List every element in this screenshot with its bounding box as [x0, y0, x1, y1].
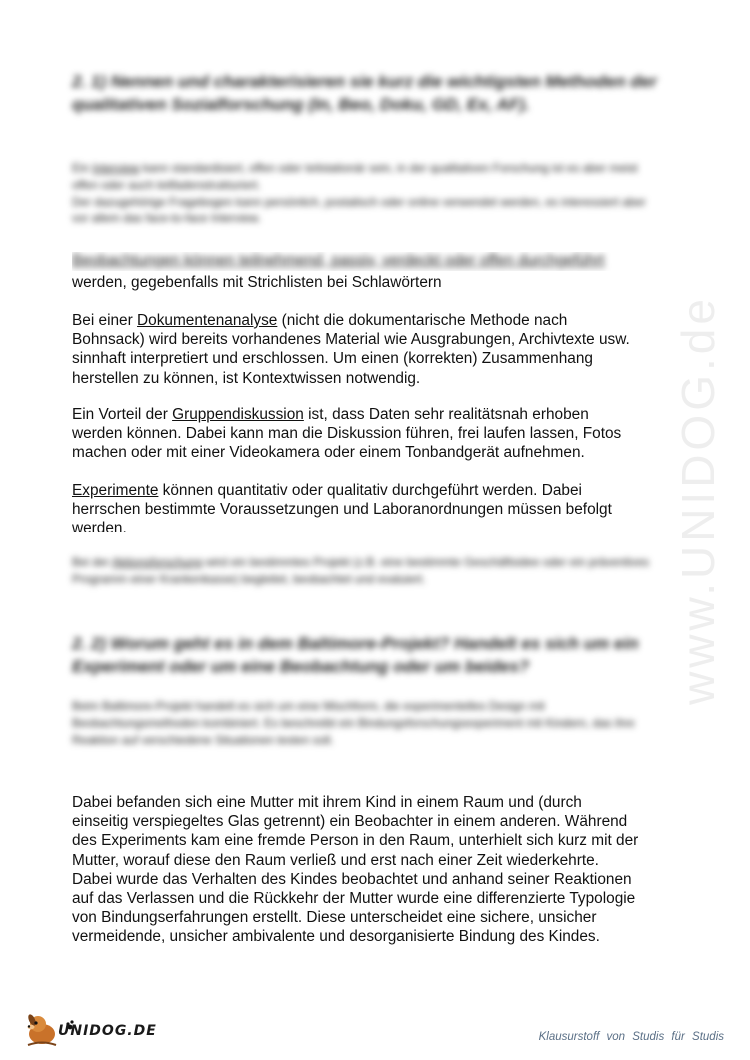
term-aktionsforschung: Aktionsforschung [112, 555, 203, 569]
text-line: sinnhaft interpretiert und erschlossen. Um einen (korrekten) Zusammenhang [72, 350, 593, 368]
text-line: Dabei wurde das Verhalten des Kindes beobachtet und anhand seiner Reaktionen [72, 870, 632, 888]
beobachtung-paragraph [72, 273, 672, 292]
term-interview: Interview [92, 161, 140, 175]
term-gruppendiskussion: Gruppendiskussion [172, 406, 304, 423]
text-line: Der dazugehörige Fragebogen kann persönlich, postalisch oder online verwendet werden, es interessiert aber vor allem das face-to-face Interview. [72, 194, 646, 226]
text-line: herstellen zu können, ist Kontextwissen notwendig. [72, 369, 421, 387]
beobachtung-line-2: werden, gegebenfalls mit Strichlisten bei Schlawörtern [72, 274, 442, 291]
text-prefix: Bei der [72, 555, 113, 569]
text-prefix: Ein [72, 161, 93, 175]
gruppendiskussion-paragraph [72, 405, 672, 463]
text-prefix: Bei einer [72, 312, 138, 329]
text-line: von Bindungserfahrungen erstellt. Diese unterscheidet eine sichere, unsicher [72, 909, 597, 927]
experimente-line-3-wrapper [72, 519, 692, 532]
text-rest: können quantitativ oder qualitativ durchgeführt werden. Dabei [158, 482, 582, 499]
text-rest: ist, dass Daten sehr realitätsnah erhoben [303, 406, 589, 423]
footer-text: Klausurstoff von Studis für Studis [538, 1031, 724, 1043]
interview-paragraph [72, 160, 662, 227]
text-line: werden können. Dabei kann man die Diskussion führen, frei laufen lassen, Fotos [72, 425, 622, 443]
baltimore-intro-paragraph: Beim Baltimore-Projekt handelt es sich um eine Mischform, die experimentelles Design mit Beobachtungsmethoden kombiniert. Es beschreibt ein Bindungsforschungsexperiment mit Kindern, das ihre Reaktion auf verschiedene Situationen testen soll. [72, 699, 635, 747]
term-dokumentenanalyse: Dokumentenanalyse [137, 312, 278, 329]
beobachtung-line-1-wrapper [72, 252, 692, 271]
text-prefix: Ein Vorteil der [72, 406, 173, 423]
aktionsforschung-paragraph [72, 554, 662, 588]
dokumentenanalyse-paragraph [72, 311, 672, 388]
experimente-paragraph [72, 481, 672, 519]
text-line: des Experiments kam eine fremde Person in den Raum, unterhielt sich kurz mit der [72, 832, 639, 850]
experimente-line-3: werden. [72, 520, 127, 532]
watermark [668, 240, 728, 760]
watermark-text: www.UNIDOG.de [672, 295, 725, 705]
question-2-heading: 2. 2) Worum geht es in dem Baltimore-Projekt? Handelt es sich um ein Experiment oder um eine Beobachtung oder um beides? [72, 634, 639, 676]
text-rest: kann standardisiert, offen oder teilstationär sein, in der qualitativen Forschung ist es aber meist offen oder auch leitfadenstrukturiert. [72, 161, 638, 192]
text-line: auf das Verlassen und die Rückkehr der Mutter wurde eine differenzierte Typologie [72, 890, 636, 908]
text-line: vermeidende, unsicher ambivalente und desorganisierte Bindung des Kindes. [72, 928, 600, 946]
logo-text: UNIDOG.DE [58, 1023, 157, 1039]
text-rest: (nicht die dokumentarische Methode nach [277, 312, 568, 329]
term-experimente: Experimente [72, 482, 159, 499]
text-line: Mutter, worauf diese den Raum verließ und erst nach einer Zeit wiederkehrte. [72, 851, 599, 869]
text-line: Dabei befanden sich eine Mutter mit ihrem Kind in einem Raum und (durch [72, 794, 582, 811]
beobachtung-line-1 [72, 252, 692, 270]
baltimore-description-paragraph [72, 793, 672, 947]
text-line: Bohnsack) wird bereits vorhandenes Material wie Ausgrabungen, Archivtexte usw. [72, 331, 630, 349]
question-1-heading: 2. 1) Nennen und charakterisieren sie kurz die wichtigsten Methoden der qualitativen Sozialforschung (In, Beo, Doku, GD, Ex, AF). [72, 72, 657, 114]
text-line: einseitig verspiegeltes Glas getrennt) ein Beobachter in einem anderen. Während [72, 813, 628, 831]
text-rest: wird ein bestimmtes Projekt (z.B. eine bestimmte Geschäftsidee oder ein präventives Programm einer Krankenkasse) begleitet, beobachtet und evaluiert. [72, 555, 650, 586]
text-line: herrschen bestimmte Voraussetzungen und Laboranordnungen müssen befolgt [72, 501, 612, 519]
term-beobachtung: Beobachtungen können teilnehmend, passiv, verdeckt oder offen durchgeführt [72, 252, 605, 269]
text-line: machen oder mit einer Videokamera oder einem Tonbandgerät aufnehmen. [72, 444, 585, 462]
